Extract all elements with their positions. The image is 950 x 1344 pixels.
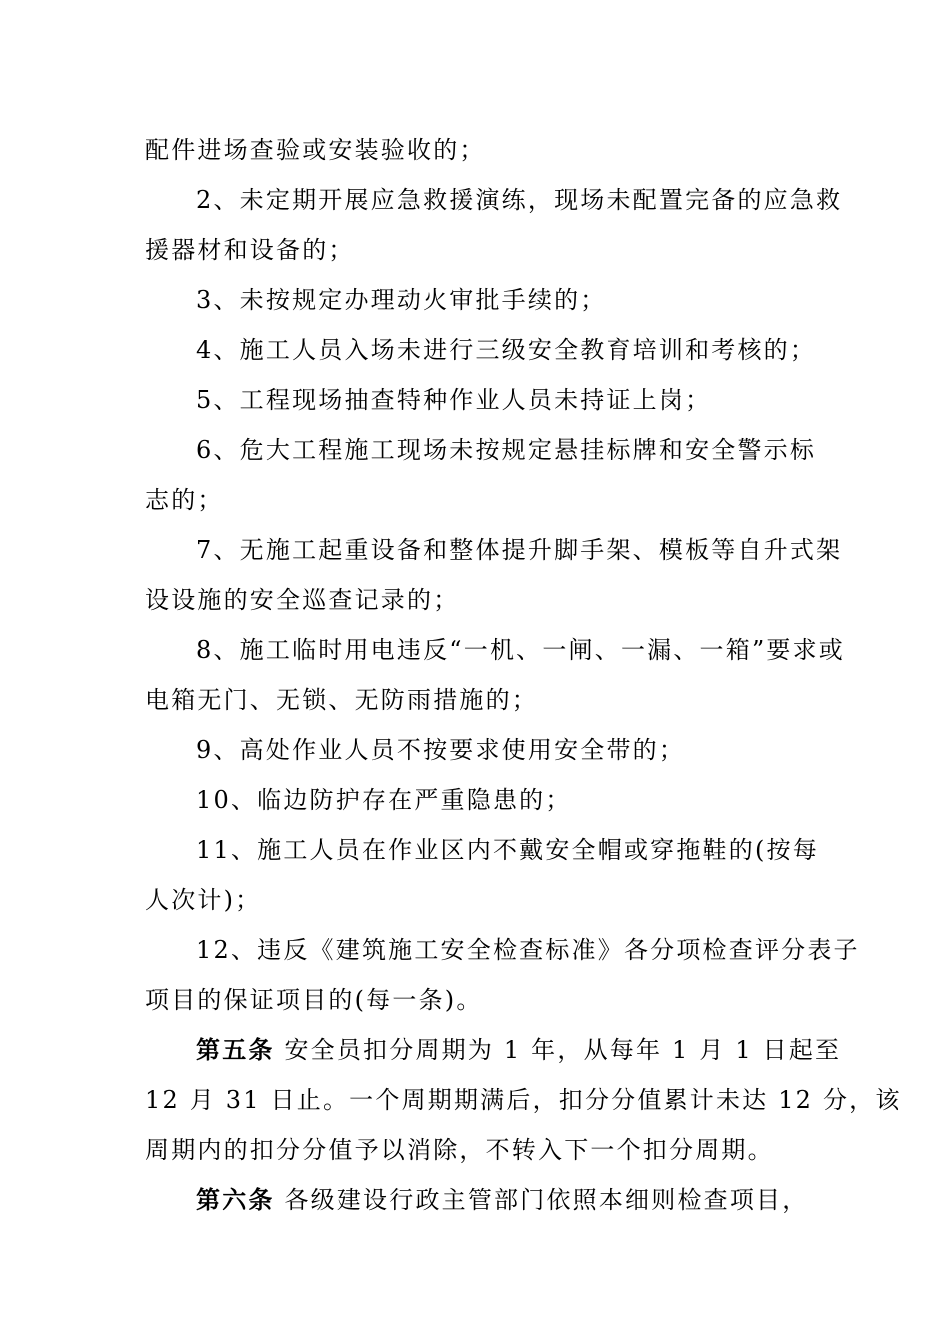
list-item: 12、违反《建筑施工安全检查标准》各分项检查评分表子 — [196, 936, 860, 964]
text-line: 援器材和设备的； — [145, 236, 355, 264]
list-item: 8、施工临时用电违反“一机、一闸、一漏、一箱”要求或 — [196, 636, 846, 664]
text-line: 配件进场查验或安装验收的； — [145, 136, 486, 164]
list-item: 4、施工人员入场未进行三级安全教育培训和考核的； — [196, 336, 817, 364]
list-item: 5、工程现场抽查特种作业人员未持证上岗； — [196, 386, 712, 414]
article-6-paragraph — [196, 1183, 809, 1217]
text-line: 人次计)； — [145, 886, 262, 914]
list-item: 3、未按规定办理动火审批手续的； — [196, 286, 607, 314]
article-5-text: 安全员扣分周期为 1 年，从每年 1 月 1 日起至 — [284, 1036, 842, 1064]
article-6-text: 各级建设行政主管部门依照本细则检查项目， — [284, 1186, 809, 1214]
text-line: 电箱无门、无锁、无防雨措施的； — [145, 686, 538, 714]
article-5-paragraph — [196, 1033, 842, 1067]
list-item: 7、无施工起重设备和整体提升脚手架、模板等自升式架 — [196, 536, 843, 564]
article-5-heading: 第五条 — [196, 1035, 275, 1064]
text-line: 志的； — [145, 486, 224, 514]
text-line: 设设施的安全巡查记录的； — [145, 586, 460, 614]
list-item: 2、未定期开展应急救援演练，现场未配置完备的应急救 — [196, 186, 843, 214]
text-line: 周期内的扣分分值予以消除，不转入下一个扣分周期。 — [145, 1136, 774, 1164]
list-item: 9、高处作业人员不按要求使用安全带的； — [196, 736, 686, 764]
text-line: 项目的保证项目的(每一条)。 — [145, 986, 483, 1014]
list-item: 10、临边防护存在严重隐患的； — [196, 786, 572, 814]
list-item: 11、施工人员在作业区内不戴安全帽或穿拖鞋的(按每 — [196, 836, 819, 864]
article-6-heading: 第六条 — [196, 1185, 275, 1214]
list-item: 6、危大工程施工现场未按规定悬挂标牌和安全警示标 — [196, 436, 817, 464]
text-line: 12 月 31 日止。一个周期期满后，扣分分值累计未达 12 分，该 — [145, 1086, 902, 1114]
